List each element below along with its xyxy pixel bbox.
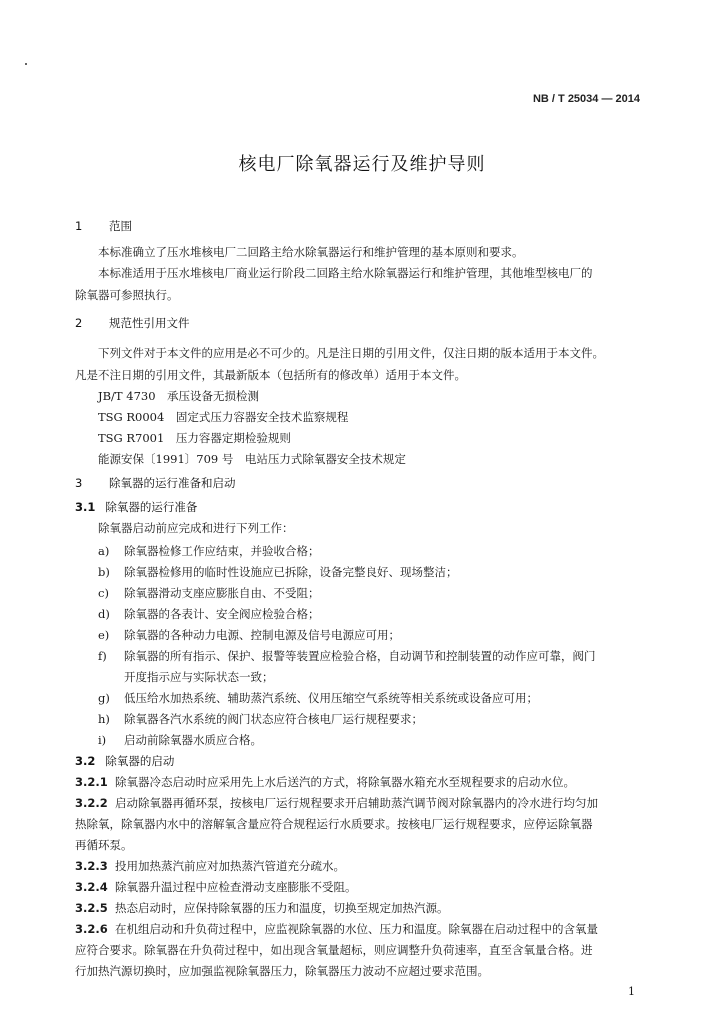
clause-number: 3.2.4: [75, 880, 108, 894]
clause-continuation: 热除氧，除氧器内水中的溶解氧含量应符合规程运行水质要求。按核电厂运行规程要求，应停运除氧器: [75, 817, 593, 831]
page-number: 1: [628, 985, 635, 998]
clause-text: 除氧器升温过程中应检查滑动支座膨胀不受阻。: [115, 880, 357, 894]
clause-text: 除氧器冷态启动时应采用先上水后送汽的方式，将除氧器水箱充水至规程要求的启动水位。: [115, 775, 575, 789]
section-title: 规范性引用文件: [109, 316, 190, 330]
paragraph: 本标准适用于压水堆核电厂商业运行阶段二回路主给水除氧器运行和维护管理，其他堆型核电厂的: [98, 266, 593, 280]
subsection-number: 3.1: [75, 500, 96, 514]
clause: [75, 921, 598, 937]
reference-item: JB/T 4730 承压设备无损检测: [98, 389, 260, 403]
clause: [75, 879, 357, 895]
clause: [75, 900, 449, 916]
list-label: c): [98, 586, 109, 600]
list-label: f): [98, 649, 107, 663]
paragraph: 除氧器启动前应完成和进行下列工作：: [98, 521, 294, 535]
page-title: 核电厂除氧器运行及维护导则: [238, 154, 486, 175]
clause-text: 热态启动时，应保持除氧器的压力和温度，切换至规定加热汽源。: [115, 901, 449, 915]
clause-text: 启动除氧器再循环泵，按核电厂运行规程要求开启辅助蒸汽调节阀对除氧器内的冷水进行均匀加: [115, 796, 598, 810]
clause: [75, 858, 345, 874]
section-title: 除氧器的运行准备和启动: [109, 476, 236, 490]
section-1-heading: [75, 218, 132, 234]
list-item: [98, 690, 538, 706]
list-label: g): [98, 691, 110, 705]
list-label: i): [98, 733, 107, 747]
list-item: [98, 711, 423, 727]
list-text: 除氧器的所有指示、保护、报警等装置应检验合格，自动调节和控制装置的动作应可靠，阀门: [124, 649, 596, 663]
section-number: 1: [75, 219, 83, 233]
list-text: 除氧器滑动支座应膨胀自由、不受阻；: [124, 586, 320, 600]
subsection-title: 除氧器的启动: [105, 754, 175, 768]
list-text: 除氧器的各表计、安全阀应检验合格；: [124, 607, 320, 621]
paragraph: 下列文件对于本文件的应用是必不可少的。凡是注日期的引用文件，仅注日期的版本适用于本文件。: [98, 346, 604, 360]
list-label: d): [98, 607, 110, 621]
clause: [75, 795, 598, 811]
standard-code: NB / T 25034 — 2014: [532, 93, 640, 105]
clause-text: 在机组启动和升负荷过程中，应监视除氧器的水位、压力和温度。除氧器在启动过程中的含氧量: [115, 922, 598, 936]
subsection-title: 除氧器的运行准备: [105, 500, 198, 514]
list-text: 除氧器检修工作应结束，并验收合格；: [124, 544, 320, 558]
reference-item: TSG R0004 固定式压力容器安全技术监察规程: [98, 410, 349, 424]
list-item: [98, 543, 320, 559]
section-number: 3: [75, 476, 83, 490]
list-text: 除氧器的各种动力电源、控制电源及信号电源应可用；: [124, 628, 400, 642]
reference-item: 能源安保〔1991〕709 号 电站压力式除氧器安全技术规定: [98, 452, 406, 466]
list-text: 启动前除氧器水质应合格。: [124, 733, 262, 747]
list-item: [98, 732, 262, 748]
paragraph: 凡是不注日期的引用文件，其最新版本（包括所有的修改单）适用于本文件。: [75, 368, 466, 382]
section-number: 2: [75, 316, 83, 330]
clause-number: 3.2.2: [75, 796, 108, 810]
section-3-heading: [75, 475, 236, 491]
subsection-number: 3.2: [75, 754, 96, 768]
clause-continuation: 再循环泵。: [75, 838, 133, 852]
clause-number: 3.2.3: [75, 859, 108, 873]
paragraph: 本标准确立了压水堆核电厂二回路主给水除氧器运行和维护管理的基本原则和要求。: [98, 245, 524, 259]
subsection-3-2-heading: [75, 753, 174, 769]
list-item: [98, 648, 596, 664]
clause-text: 投用加热蒸汽前应对加热蒸汽管道充分疏水。: [115, 859, 345, 873]
clause-number: 3.2.5: [75, 901, 108, 915]
list-item: [98, 627, 400, 643]
section-title: 范围: [109, 219, 132, 233]
subsection-3-1-heading: [75, 499, 197, 515]
list-label: h): [98, 712, 110, 726]
list-item-continuation: 开度指示应与实际状态一致；: [124, 670, 274, 684]
list-item: [98, 606, 320, 622]
list-text: 低压给水加热系统、辅助蒸汽系统、仪用压缩空气系统等相关系统或设备应可用；: [124, 691, 538, 705]
list-text: 除氧器各汽水系统的阀门状态应符合核电厂运行规程要求；: [124, 712, 423, 726]
scan-speck: [25, 63, 27, 65]
clause: [75, 774, 575, 790]
section-2-heading: [75, 315, 190, 331]
list-item: [98, 585, 320, 601]
paragraph: 除氧器可参照执行。: [75, 288, 179, 302]
list-label: b): [98, 565, 110, 579]
clause-continuation: 行加热汽源切换时，应加强监视除氧器压力，除氧器压力波动不应超过要求范围。: [75, 964, 489, 978]
clause-number: 3.2.6: [75, 922, 108, 936]
clause-number: 3.2.1: [75, 775, 108, 789]
clause-continuation: 应符合要求。除氧器在升负荷过程中，如出现含氧量超标，则应调整升负荷速率，直至含氧量合格。进: [75, 943, 593, 957]
reference-item: TSG R7001 压力容器定期检验规则: [98, 431, 291, 445]
list-label: a): [98, 544, 110, 558]
list-item: [98, 564, 458, 580]
list-text: 除氧器检修用的临时性设施应已拆除，设备完整良好、现场整洁；: [124, 565, 458, 579]
list-label: e): [98, 628, 110, 642]
